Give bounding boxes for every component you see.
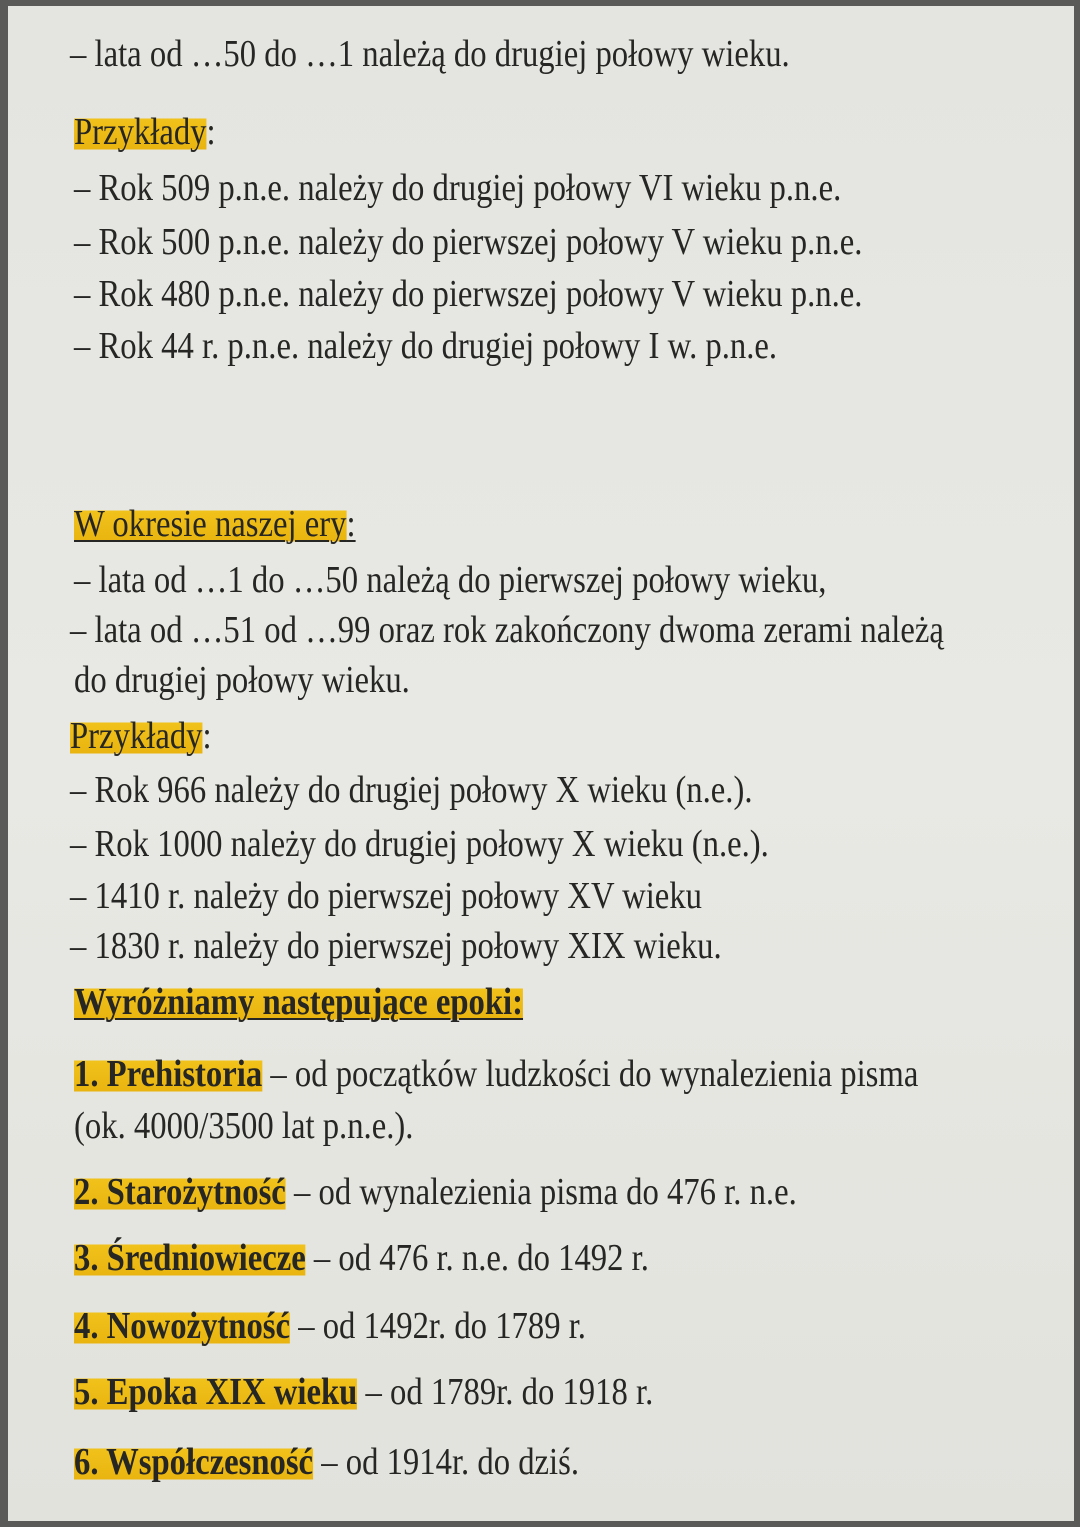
epoch-item [74,1440,579,1484]
epoch-desc: – od 476 r. n.e. do 1492 r. [305,1237,649,1279]
bce-example: – Rok 44 r. p.n.e. należy do drugiej połowy I w. p.n.e. [74,325,778,367]
epoch-desc: – od 1914r. do dziś. [313,1441,580,1483]
epoch-item [74,1170,797,1214]
document-page [8,6,1074,1521]
epoch-desc: – od 1789r. do 1918 r. [357,1371,654,1413]
bce-example: – Rok 480 p.n.e. należy do pierwszej połowy V wieku p.n.e. [74,273,863,315]
epoch-name: 5. Epoka XIX wieku [74,1371,358,1413]
bce-example: – Rok 509 p.n.e. należy do drugiej połowy VI wieku p.n.e. [74,167,842,209]
ce-example: – 1410 r. należy do pierwszej połowy XV wieku [70,875,703,917]
epochs-heading-text: Wyróżniamy następujące epoki: [74,981,524,1023]
ce-rule: – lata od …51 od …99 oraz rok zakończony dwoma zerami należą [70,609,944,651]
ce-rule: do drugiej połowy wieku. [74,659,410,701]
bce-examples-label: Przykłady [74,111,207,153]
epoch-name: 1. Prehistoria [74,1053,263,1095]
ce-rule: – lata od …1 do …50 należą do pierwszej połowy wieku, [74,559,827,601]
bce-rule: – lata od …50 do …1 należą do drugiej połowy wieku. [70,33,790,75]
epoch-item [74,1052,918,1096]
ce-examples-heading: Przykłady: [70,715,212,757]
epoch-item [74,1304,586,1348]
ce-heading: W okresie naszej ery: [74,503,356,545]
bce-examples-heading: Przykłady: [74,111,216,153]
epoch-item [74,1370,653,1414]
epoch-name: 6. Współczesność [74,1441,314,1483]
epoch-name: 3. Średniowiecze [74,1237,306,1279]
epoch-item-cont: (ok. 4000/3500 lat p.n.e.). [74,1105,414,1147]
bce-example: – Rok 500 p.n.e. należy do pierwszej połowy V wieku p.n.e. [74,221,863,263]
epoch-item [74,1236,649,1280]
ce-example: – Rok 966 należy do drugiej połowy X wieku (n.e.). [70,769,753,811]
epoch-desc: – od 1492r. do 1789 r. [290,1305,586,1347]
epoch-desc: – od wynalezienia pisma do 476 r. n.e. [285,1171,797,1213]
ce-heading-text: W okresie naszej ery [74,503,347,545]
epochs-heading [74,980,523,1024]
epoch-name: 4. Nowożytność [74,1305,291,1347]
ce-example: – Rok 1000 należy do drugiej połowy X wieku (n.e.). [70,823,769,865]
epoch-name: 2. Starożytność [74,1171,286,1213]
epoch-desc: – od początków ludzkości do wynalezienia pisma [262,1053,919,1095]
ce-examples-label: Przykłady [70,715,203,757]
ce-example: – 1830 r. należy do pierwszej połowy XIX wieku. [70,925,722,967]
